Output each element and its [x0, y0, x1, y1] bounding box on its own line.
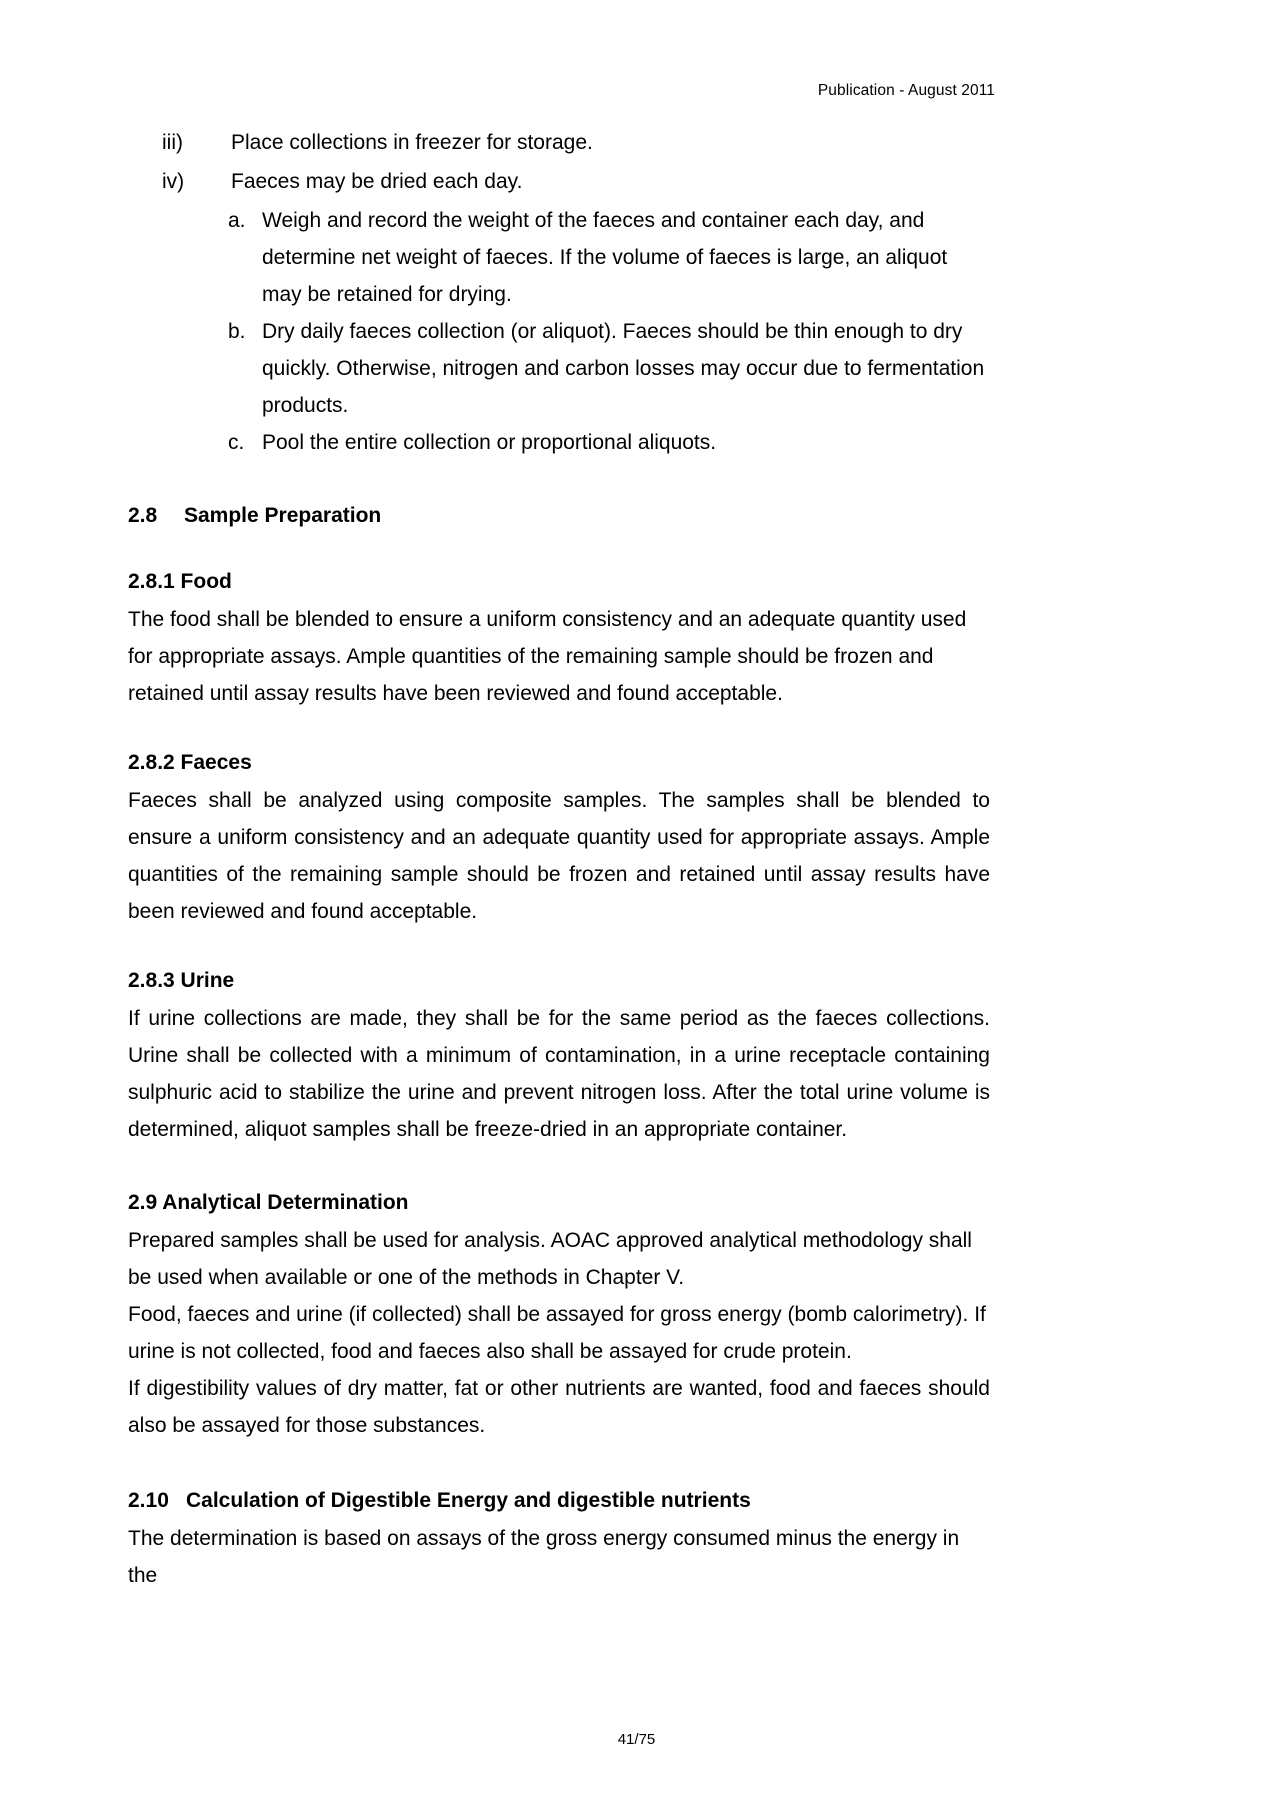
list-item-text: Pool the entire collection or proportional aliquots. [262, 431, 717, 454]
list-item [128, 124, 990, 161]
section-title: Calculation of Digestible Energy and digestible nutrients [186, 1489, 751, 1512]
section-number: 2.10 [128, 1489, 169, 1512]
lettered-sub-list [128, 202, 990, 461]
page-content [128, 124, 990, 1594]
list-marker: a. [228, 209, 246, 232]
section-heading-2-8 [128, 501, 990, 531]
section-body-2-9-paragraph-2: Food, faeces and urine (if collected) shall be assayed for gross energy (bomb calorimetry). If urine is not collected, food and faeces also shall be assayed for crude protein. [128, 1303, 986, 1363]
list-item-text: Faeces may be dried each day. [231, 170, 523, 193]
list-marker: b. [228, 320, 246, 343]
list-marker: iv) [162, 170, 185, 193]
list-item [128, 424, 990, 461]
section-heading-2-8-2: 2.8.2 Faeces [128, 751, 252, 774]
list-item-text: Dry daily faeces collection (or aliquot). Faeces should be thin enough to dry quickly. Otherwise, nitrogen and carbon losses may occur due to fermentation products. [262, 320, 985, 417]
list-item-text: Place collections in freezer for storage. [231, 131, 593, 154]
roman-numeral-list [128, 124, 990, 200]
section-body-2-8-1: The food shall be blended to ensure a uniform consistency and an adequate quantity used for appropriate assays. Ample quantities of the remaining sample should be frozen and retained until assay results have been reviewed and found acceptable. [128, 608, 967, 705]
section-body-2-8-3: If urine collections are made, they shall be for the same period as the faeces collections. Urine shall be collected with a minimum of contamination, in a urine receptacle containing sulphuric acid to stabilize the urine and prevent nitrogen loss. After the total urine volume is determined, aliquot samples shall be freeze-dried in an appropriate container. [128, 1007, 990, 1141]
section-body-2-9-paragraph-3: If digestibility values of dry matter, fat or other nutrients are wanted, food and faeces should also be assayed for those substances. [128, 1377, 990, 1437]
list-item [128, 313, 990, 424]
list-marker: iii) [162, 131, 183, 154]
section-heading-2-9: 2.9 Analytical Determination [128, 1191, 409, 1214]
list-item [128, 163, 990, 200]
section-number: 2.8 [128, 504, 158, 527]
section-heading-2-8-3: 2.8.3 Urine [128, 969, 235, 992]
section-body-2-9-paragraph-1: Prepared samples shall be used for analysis. AOAC approved analytical methodology shall be used when available or one of the methods in Chapter V. [128, 1229, 972, 1289]
list-item-text: Weigh and record the weight of the faeces and container each day, and determine net weight of faeces. If the volume of faeces is large, an aliquot may be retained for drying. [262, 209, 948, 306]
list-marker: c. [228, 431, 245, 454]
section-heading-2-8-1: 2.8.1 Food [128, 570, 232, 593]
list-item [128, 202, 990, 313]
section-body-2-10: The determination is based on assays of the gross energy consumed minus the energy in the [128, 1527, 960, 1587]
section-title: Sample Preparation [184, 504, 382, 527]
page-number-footer: 41/75 [617, 1731, 656, 1748]
section-body-2-8-2: Faeces shall be analyzed using composite samples. The samples shall be blended to ensure a uniform consistency and an adequate quantity used for appropriate assays. Ample quantities of the remaining sample should be frozen and retained until assay results have been reviewed and found acceptable. [128, 789, 990, 923]
section-heading-2-10 [128, 1486, 990, 1516]
running-header: Publication - August 2011 [817, 82, 995, 99]
